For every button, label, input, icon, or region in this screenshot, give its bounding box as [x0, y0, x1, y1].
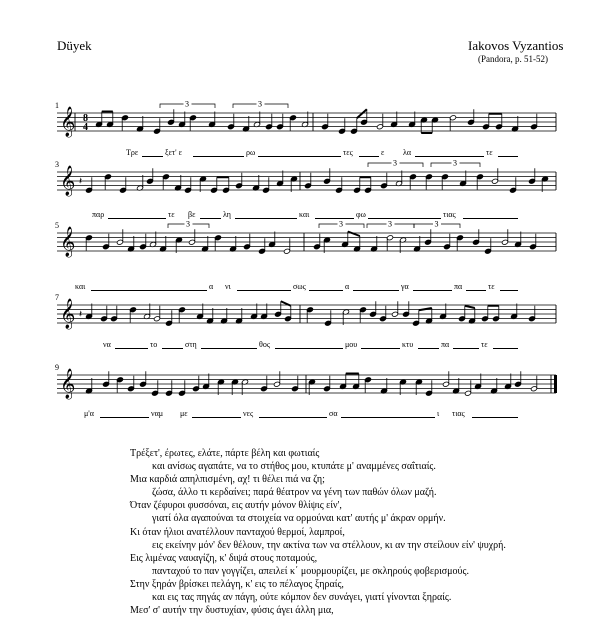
- lyric-syllable: στη: [185, 340, 197, 349]
- lyric-syllable: τιας: [443, 210, 456, 219]
- lyric-extender: [361, 348, 400, 349]
- lyric-syllable: και: [75, 282, 86, 291]
- lyric-syllable: ε: [381, 148, 385, 157]
- lyric-extender: [315, 218, 354, 219]
- lyric-syllable: νες: [243, 409, 254, 418]
- note-beam: [348, 232, 360, 237]
- tuplet-number: 3: [185, 99, 189, 109]
- lyric-extender: [341, 417, 435, 418]
- poem-line: Όταν ζέφυροι φυσσόναι, εις αυτήν μόνον θλίψις είν',: [130, 500, 342, 512]
- treble-clef: 𝄞: [60, 227, 76, 257]
- composer-name: Iakovos Vyzantios: [468, 38, 564, 53]
- lyric-syllable: τες: [343, 148, 353, 157]
- lyric-syllable: και: [299, 210, 310, 219]
- time-signature-top: 8: [83, 113, 88, 124]
- lyric-extender: [235, 218, 297, 219]
- poem-line: και ανίσως αγαπάτε, να το στήθος μου, κτυπάτε μ' αναμμένες σαΐτιαίς.: [152, 461, 436, 473]
- lyric-syllable: τε: [481, 340, 488, 349]
- lyric-extender: [413, 290, 452, 291]
- lyric-syllable: ρω: [246, 148, 256, 157]
- lyric-extender: [498, 156, 518, 157]
- lyric-extender: [258, 156, 341, 157]
- poem-line: Τρέξετ', έρωτες, ελάτε, πάρτε βέλη και φωτιαίς: [130, 448, 320, 459]
- tuplet-number: 3: [258, 99, 262, 109]
- lyric-syllable: με: [180, 409, 188, 418]
- tuplet-number: 3: [393, 158, 397, 168]
- lyric-syllable: τε: [168, 210, 175, 219]
- note-beam: [357, 109, 367, 118]
- lyric-extender: [353, 290, 399, 291]
- tuplet-number: 3: [186, 219, 190, 229]
- lyric-extender: [466, 290, 486, 291]
- lyric-extender: [200, 218, 221, 219]
- lyric-syllable: φω: [356, 210, 366, 219]
- measure-number: 5: [55, 221, 59, 230]
- lyric-syllable: Τρε: [126, 148, 139, 157]
- lyric-syllable: νι: [225, 282, 231, 291]
- lyric-syllable: παρ: [92, 210, 105, 219]
- lyric-extender: [493, 348, 518, 349]
- lyric-extender: [162, 348, 183, 349]
- lyric-syllable: λη: [223, 210, 231, 219]
- lyric-syllable: βε: [188, 210, 196, 219]
- lyric-extender: [309, 290, 343, 291]
- final-barline-thick: [554, 375, 557, 393]
- lyric-extender: [193, 156, 244, 157]
- quarter-rest: 𝄽: [79, 176, 83, 187]
- poem-line: εις εκείνην μόν' δεν θέλουν, την ακτίνα των να στέλλουν, κι αν την στείλουν είν' ψυχρή.: [152, 539, 506, 551]
- lyric-syllable: να: [103, 340, 111, 349]
- measure-number: 3: [55, 160, 59, 169]
- lyric-syllable: τιας: [452, 409, 465, 418]
- poem-line: Μια καρδιά απηλπισμένη, αχ! τι θέλει πιά να ζη;: [130, 474, 325, 486]
- poem-text: [130, 447, 506, 617]
- lyric-extender: [201, 348, 257, 349]
- lyric-syllable: μου: [345, 340, 358, 349]
- lyric-syllable: γα: [401, 282, 409, 291]
- lyric-syllable: πα: [454, 282, 463, 291]
- lyric-syllable: σως: [293, 282, 306, 291]
- lyric-extender: [415, 156, 484, 157]
- measure-number: 7: [55, 293, 59, 302]
- lyric-extender: [418, 348, 439, 349]
- lyric-extender: [463, 218, 518, 219]
- lyric-syllable: κτυ: [402, 340, 414, 349]
- poem-line: ζώσα, άλλο τι κερδαίνει; παρά θέατρον να γένη των παθών όλων μαζή.: [152, 487, 437, 499]
- lyric-extender: [359, 156, 379, 157]
- tuplet-number: 3: [434, 219, 439, 229]
- note-beam: [419, 308, 432, 310]
- lyric-extender: [142, 156, 163, 157]
- makam-label: Düyek: [57, 38, 92, 53]
- time-signature-bottom: 4: [83, 122, 88, 133]
- lyric-syllable: ναμ: [151, 409, 164, 418]
- quarter-rest: 𝄽: [79, 309, 83, 320]
- lyric-syllable: τε: [488, 282, 495, 291]
- lyric-syllable: θος: [259, 340, 270, 349]
- treble-clef: 𝄞: [60, 166, 76, 196]
- lyric-extender: [192, 417, 241, 418]
- treble-clef: 𝄞: [60, 369, 76, 399]
- lyric-syllable: το: [150, 340, 158, 349]
- source-citation: (Pandora, p. 51-52): [478, 54, 548, 64]
- poem-line: πανταχού το παν γογγίζει, απειλεί κ΄ μουρμουρίζει, με σκληρούς φοβερισμούς.: [152, 565, 469, 577]
- poem-line: Στην ξηράν βρίσκει πελάγη, κ' εις το πέλαγος ξηραίς,: [130, 578, 344, 590]
- poem-line: Μεσ' σ' αυτήν την δυστυχίαν, φύσις άγει άλλη μια,: [130, 605, 334, 617]
- lyric-syllable: πα: [441, 340, 450, 349]
- lyric-extender: [453, 348, 479, 349]
- lyric-extender: [472, 417, 518, 418]
- lyric-syllable: μ'α: [84, 409, 94, 418]
- lyric-syllable: α: [345, 282, 350, 291]
- poem-line: γιατί όλα αγαπούναι τα στοιχεία να ορμούναι κατ' αυτής μ' άκραν ορμήν.: [152, 513, 446, 525]
- measure-number: 1: [55, 101, 59, 110]
- tuplet-number: 3: [453, 158, 457, 168]
- tuplet-number: 3: [339, 219, 343, 229]
- lyric-syllable: ξετ' ε: [165, 148, 182, 157]
- lyric-extender: [108, 218, 166, 219]
- lyric-extender: [100, 417, 149, 418]
- treble-clef: 𝄞: [60, 107, 76, 137]
- lyric-extender: [500, 290, 518, 291]
- measure-number: 9: [55, 363, 59, 372]
- lyric-extender: [115, 348, 148, 349]
- lyric-extender: [237, 290, 291, 291]
- lyric-syllable: ι: [437, 409, 440, 418]
- lyric-extender: [91, 290, 207, 291]
- tuplet-number: 3: [388, 219, 392, 229]
- poem-line: και εις τας πηγάς αν πάγη, ούτε κόμπον δεν συνάγει, γιατί γίνονται ξηραίς.: [152, 592, 452, 604]
- note-beam: [465, 306, 475, 308]
- lyric-extender: [368, 218, 441, 219]
- lyric-extender: [259, 417, 327, 418]
- poem-line: Κι όταν ήλιοι ανατέλλουν πανταχού θερμοί, λαμπροί,: [130, 526, 345, 538]
- lyric-syllable: τε: [486, 148, 493, 157]
- lyric-extender: [275, 348, 343, 349]
- lyric-syllable: λα: [403, 148, 412, 157]
- treble-clef: 𝄞: [60, 299, 76, 329]
- poem-line: Εις λιμένας ναυαγίζη, κ' διψά στους ποταμούς,: [130, 552, 318, 564]
- lyric-syllable: α: [209, 282, 214, 291]
- lyric-syllable: σα: [329, 409, 338, 418]
